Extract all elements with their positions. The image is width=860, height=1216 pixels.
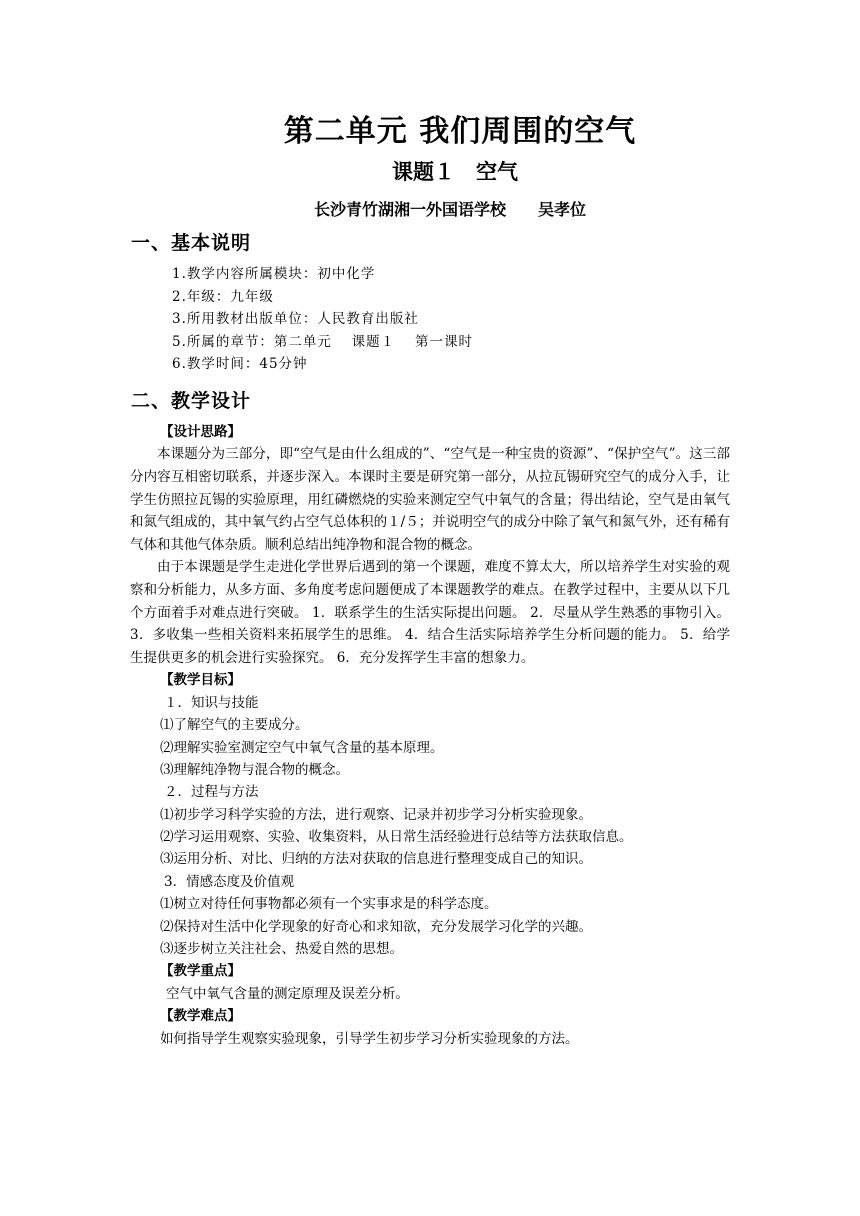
design-thinking-section <box>130 421 730 1050</box>
author-school: 长沙青竹湖湘一外国语学校 <box>313 200 506 219</box>
author-line <box>0 197 860 220</box>
objective-group-heading: １．知识与技能 <box>164 694 259 711</box>
objective-item: ⑵理解实验室测定空气中氧气含量的基本原理。 <box>160 739 444 756</box>
objective-item: ⑵保持对生活中化学现象的好奇心和求知欲，充分发展学习化学的兴趣。 <box>160 918 592 935</box>
objectives-label: 【教学目标】 <box>160 672 241 689</box>
objective-item: ⑴初步学习科学实验的方法，进行观察、记录并初步学习分析实验现象。 <box>160 806 592 823</box>
list-item: 2.年级：九年级 <box>172 288 274 305</box>
basic-info-list <box>172 263 473 376</box>
objective-item: ⑶理解纯净物与混合物的概念。 <box>160 761 349 778</box>
objective-item: ⑴了解空气的主要成分。 <box>160 717 309 734</box>
list-item: 6.教学时间：45分钟 <box>172 356 308 373</box>
document-title: 第二单元 我们周围的空气 <box>283 114 637 149</box>
design-thinking-label: 【设计思路】 <box>160 424 241 440</box>
list-item: 1.教学内容所属模块：初中化学 <box>172 266 376 282</box>
section-heading-basic: 一、基本说明 <box>131 232 252 254</box>
difficulty-label: 【教学难点】 <box>160 1008 241 1025</box>
objective-group-heading: ２．过程与方法 <box>164 784 259 801</box>
key-point-label: 【教学重点】 <box>160 963 241 980</box>
design-thinking-paragraph-2: 由于本课题是学生走进化学世界后遇到的第一个课题，难度不算太大，所以培养学生对实验的观察和分析能力，从多方面、多角度考虑问题便成了本课题教学的难点。在教学过程中，主要从以下几个方面着手对难点进行突破。 1．联系学生的生活实际提出问题。 2．尽量从学生熟悉的事物引入。 3．多收集一些相关资料来拓展学生的思维。 4．结合生活实际培养学生分析问题的能力。 5．给学生提供更多的机会进行实验探究。 6．充分发挥学生丰富的想象力。 <box>130 559 730 666</box>
list-item: 3.所用教材出版单位：人民教育出版社 <box>172 311 419 328</box>
list-item: 5.所属的章节：第二单元 课题１ 第一课时 <box>172 333 473 350</box>
objective-item: ⑴树立对待任何事物都必须有一个实事求是的科学态度。 <box>160 896 498 913</box>
objective-group-heading: 3．情感态度及价值观 <box>164 873 295 890</box>
author-name: 吴孝位 <box>538 200 587 219</box>
objective-item: ⑵学习运用观察、实验、收集资料，从日常生活经验进行总结等方法获取信息。 <box>160 829 633 846</box>
section-heading-design: 二、教学设计 <box>131 390 252 412</box>
design-thinking-paragraph-1: 本课题分为三部分，即“空气是由什么组成的”、“空气是一种宝贵的资源”、“保护空气”。这三部分内容互相密切联系，并逐步深入。本课时主要是研究第一部分，从拉瓦锡研究空气的成分入手，让学生仿照拉瓦锡的实验原理，用红磷燃烧的实验来测定空气中氧气的含量；得出结论，空气是由氧气和氮气组成的，其中氧气约占空气总体积的１/５；并说明空气的成分中除了氧气和氮气外，还有稀有气体和其他气体杂质。顺利总结出纯净物和混合物的概念。 <box>130 446 730 553</box>
difficulty-text: 如何指导学生观察实验现象，引导学生初步学习分析实验现象的方法。 <box>160 1030 579 1047</box>
key-point-text: 空气中氧气含量的测定原理及误差分析。 <box>166 985 409 1002</box>
objective-item: ⑶运用分析、对比、归纳的方法对获取的信息进行整理变成自己的知识。 <box>160 851 592 868</box>
objective-item: ⑶逐步树立关注社会、热爱自然的思想。 <box>160 941 403 958</box>
lesson-subtitle: 课题１ 空气 <box>392 160 518 184</box>
